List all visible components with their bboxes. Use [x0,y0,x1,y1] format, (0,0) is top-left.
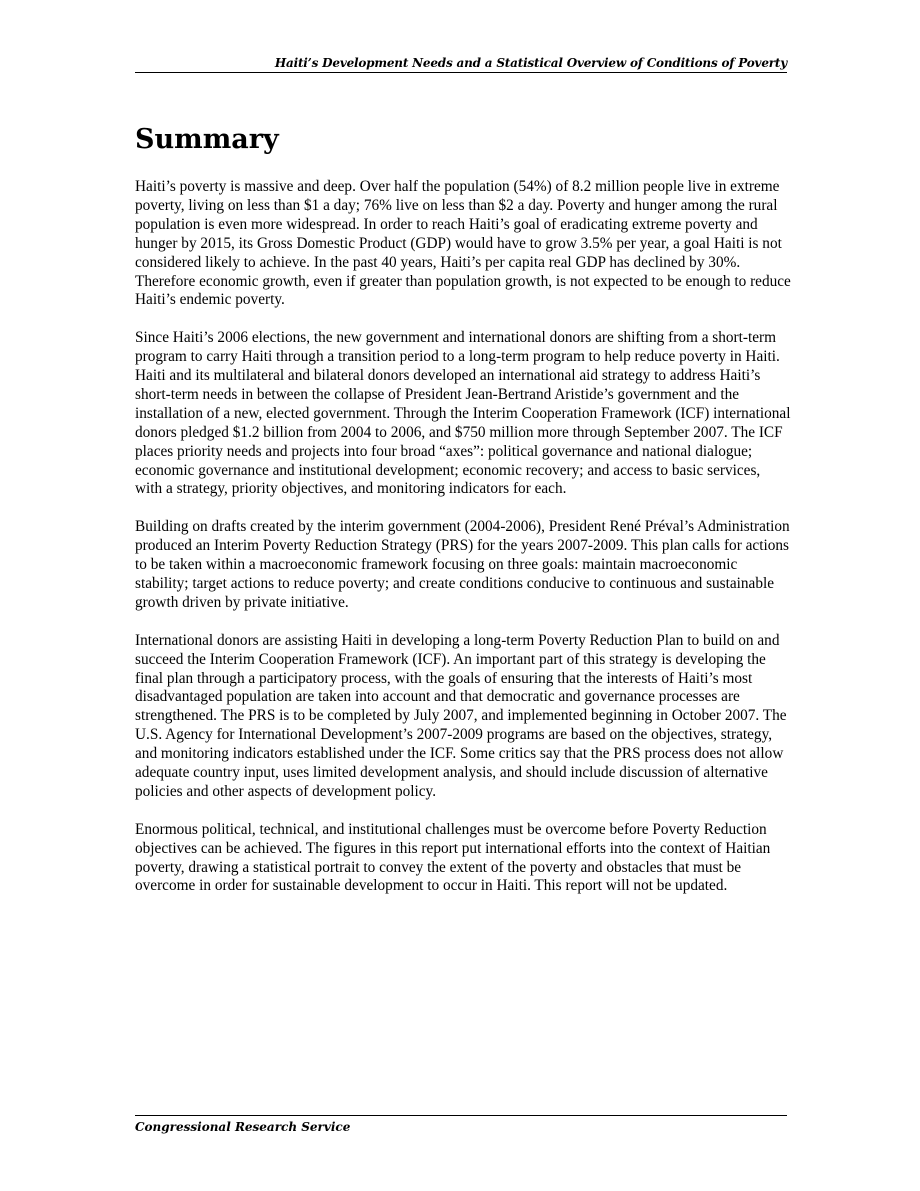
running-header: Haiti’s Development Needs and a Statistical Overview of Conditions of Poverty [274,56,787,70]
summary-body [135,178,791,915]
paragraph-long-term-plan: International donors are assisting Haiti in developing a long-term Poverty Reduction Plan to build on and succeed the Interim Cooperation Framework (ICF). An important part of this strategy is developing the final plan through a participatory process, with the goals of ensuring that the interests of Haiti’s most disadvantaged population are taken into account and that democratic and governance processes are strengthened. The PRS is to be completed by July 2007, and implemented beginning in October 2007. The U.S. Agency for International Development’s 2007-2009 programs are based on the objectives, strategy, and monitoring indicators established under the ICF. Some critics say that the PRS process does not allow adequate country input, uses limited development analysis, and should include discussion of alternative policies and other aspects of development policy. [135,631,787,800]
page-title: Summary [135,124,279,155]
footer-publisher: Congressional Research Service [135,1120,351,1134]
paragraph-poverty-overview: Haiti’s poverty is massive and deep. Over half the population (54%) of 8.2 million people live in extreme poverty, living on less than $1 a day; 76% live on less than $2 a day. Poverty and hunger among the rural population is even more widespread. In order to reach Haiti’s goal of eradicating extreme poverty and hunger by 2015, its Gross Domestic Product (GDP) would have to grow 3.5% per year, a goal Haiti is not considered likely to achieve. In the past 40 years, Haiti’s per capita real GDP has declined by 30%. Therefore economic growth, even if greater than population growth, is not expected to be enough to reduce Haiti’s endemic poverty. [135,178,791,309]
footer-divider [135,1115,787,1116]
header-divider [135,72,787,73]
paragraph-challenges: Enormous political, technical, and institutional challenges must be overcome before Poverty Reduction objectives can be achieved. The figures in this report put international efforts into the context of Haitian poverty, drawing a statistical portrait to convey the extent of the poverty and obstacles that must be overcome in order for sustainable development to occur in Haiti. This report will not be updated. [135,820,771,895]
paragraph-prs: Building on drafts created by the interim government (2004-2006), President René Préval’s Administration produced an Interim Poverty Reduction Strategy (PRS) for the years 2007-2009. This plan calls for actions to be taken within a macroeconomic framework focusing on three goals: maintain macroeconomic stability; target actions to reduce poverty; and create conditions conducive to continuous and sustainable growth driven by private initiative. [135,518,790,611]
paragraph-icf: Since Haiti’s 2006 elections, the new government and international donors are shifting from a short-term program to carry Haiti through a transition period to a long-term program to help reduce poverty in Haiti. Haiti and its multilateral and bilateral donors developed an international aid strategy to address Haiti’s short-term needs in between the collapse of President Jean-Bertrand Aristide’s government and the installation of a new, elected government. Through the Interim Cooperation Framework (ICF) international donors pledged $1.2 billion from 2004 to 2006, and $750 million more through September 2007. The ICF places priority needs and projects into four broad “axes”: political governance and national dialogue; economic governance and institutional development; economic recovery; and access to basic services, with a strategy, priority objectives, and monitoring indicators for each. [135,329,791,498]
